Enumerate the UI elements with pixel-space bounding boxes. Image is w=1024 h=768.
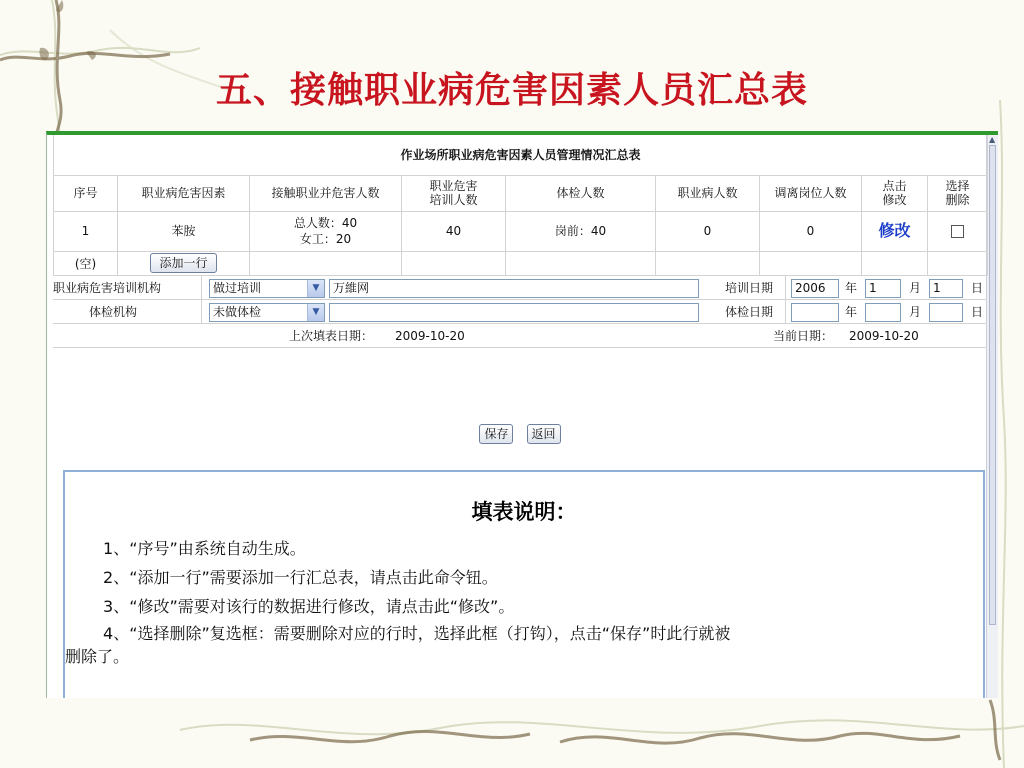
header-trained: [402, 175, 506, 211]
header-delete: [928, 175, 988, 211]
add-row-cell: [118, 251, 250, 275]
cell-trained: 40: [402, 211, 506, 251]
dates-row: [53, 324, 987, 348]
header-delete-line2: 删除: [945, 193, 970, 207]
empty-cell: [760, 251, 862, 275]
back-button[interactable]: 返回: [527, 424, 561, 444]
instruction-number: 2: [103, 568, 114, 587]
exam-org-row: [53, 300, 987, 324]
chevron-down-icon[interactable]: ▼: [307, 304, 324, 321]
cell-delete: [928, 211, 988, 251]
action-buttons: [53, 423, 987, 444]
table-title: 作业场所职业病危害因素人员管理情况汇总表: [54, 135, 988, 175]
header-factor: 职业病危害因素: [118, 175, 250, 211]
modify-link[interactable]: 修改: [878, 220, 911, 240]
instruction-number: 4: [103, 624, 114, 643]
scroll-up-arrow-icon[interactable]: ▲: [989, 135, 996, 144]
cell-patients: 0: [656, 211, 760, 251]
screenshot-frame: [46, 131, 998, 698]
instruction-text: 、“序号”由系统自动生成。: [113, 539, 306, 558]
cell-no: 1: [54, 211, 118, 251]
day-unit: 日: [971, 280, 984, 295]
add-row-button[interactable]: 添加一行: [150, 253, 216, 273]
instruction-item: [65, 534, 983, 563]
instruction-item: [65, 592, 983, 621]
instruction-number: 3: [103, 597, 114, 616]
header-no: 序号: [54, 175, 118, 211]
exam-status-value: 未做体检: [213, 304, 262, 319]
current-date: 2009-10-20: [849, 328, 919, 343]
month-unit: 月: [909, 280, 922, 295]
instructions-title: 填表说明：: [471, 499, 577, 524]
empty-cell: [402, 251, 506, 275]
exam-org-label: 体检机构: [89, 304, 138, 319]
header-edit-line1: 点击: [882, 179, 907, 193]
current-date-label: 当前日期：: [773, 328, 834, 343]
header-edit-line2: 修改: [882, 193, 907, 207]
training-day-input[interactable]: 1: [929, 279, 963, 298]
instructions-panel: [63, 470, 985, 698]
cell-transfer: 0: [760, 211, 862, 251]
delete-checkbox[interactable]: [951, 225, 964, 238]
instruction-item-continued: 删除了。: [65, 647, 130, 666]
exam-year-input[interactable]: [791, 303, 839, 322]
cell-edit: [862, 211, 928, 251]
training-status-select[interactable]: [209, 279, 325, 298]
exam-date-label: 体检日期: [725, 304, 774, 319]
header-exam: 体检人数: [506, 175, 656, 211]
last-fill-date: 2009-10-20: [395, 328, 465, 343]
instruction-text: 、“添加一行”需要添加一行汇总表，请点击此命令钮。: [113, 568, 498, 587]
year-unit: 年: [845, 304, 858, 319]
page-content: [53, 135, 987, 666]
scrollbar-thumb[interactable]: [989, 145, 996, 625]
header-trained-line2: 培训人数: [429, 193, 478, 207]
header-patients: 职业病人数: [656, 175, 760, 211]
header-delete-line1: 选择: [945, 179, 970, 193]
cell-factor: 苯胺: [118, 211, 250, 251]
training-org-row: [53, 276, 987, 300]
training-status-value: 做过培训: [213, 280, 262, 295]
year-unit: 年: [845, 280, 858, 295]
divider: [201, 300, 202, 324]
cell-exposed: [250, 211, 402, 251]
header-exposed: 接触职业并危害人数: [250, 175, 402, 211]
divider: [785, 276, 786, 300]
empty-cell: [862, 251, 928, 275]
slide-title: 五、接触职业病危害因素人员汇总表: [215, 69, 808, 111]
empty-cell: [928, 251, 988, 275]
header-transfer: 调离岗位人数: [760, 175, 862, 211]
instruction-text: 、“修改”需要对该行的数据进行修改，请点击此“修改”。: [113, 597, 515, 616]
chevron-down-icon[interactable]: ▼: [307, 280, 324, 297]
training-org-input[interactable]: 万維网: [329, 279, 699, 298]
summary-table: [53, 135, 988, 276]
save-button[interactable]: 保存: [479, 424, 513, 444]
training-org-label: 职业病危害培训机构: [53, 280, 162, 295]
day-unit: 日: [971, 304, 984, 319]
instruction-item: [65, 621, 983, 647]
training-month-input[interactable]: 1: [865, 279, 901, 298]
empty-cell: [506, 251, 656, 275]
add-row: [54, 251, 988, 275]
instruction-item: [65, 563, 983, 592]
header-trained-line1: 职业危害: [429, 179, 478, 193]
month-unit: 月: [909, 304, 922, 319]
divider: [201, 276, 202, 300]
table-row: [54, 211, 988, 251]
empty-cell: [250, 251, 402, 275]
cell-exam: 岗前：40: [506, 211, 656, 251]
last-fill-label: 上次填表日期：: [289, 328, 374, 343]
instruction-number: 1: [103, 539, 114, 558]
empty-label: (空): [54, 251, 118, 275]
training-date-label: 培训日期: [725, 280, 774, 295]
cell-exposed-total: 总人数：40: [293, 216, 358, 230]
training-year-input[interactable]: 2006: [791, 279, 839, 298]
instruction-text: 、“选择删除”复选框：需要删除对应的行时，选择此框（打钩），点击“保存”时此行就被: [113, 624, 731, 643]
cell-exposed-female: 女工：20: [299, 232, 352, 246]
header-edit: [862, 175, 928, 211]
exam-org-input[interactable]: [329, 303, 699, 322]
exam-month-input[interactable]: [865, 303, 901, 322]
table-header-row: [54, 175, 988, 211]
exam-day-input[interactable]: [929, 303, 963, 322]
empty-cell: [656, 251, 760, 275]
exam-status-select[interactable]: [209, 303, 325, 322]
divider: [785, 300, 786, 324]
